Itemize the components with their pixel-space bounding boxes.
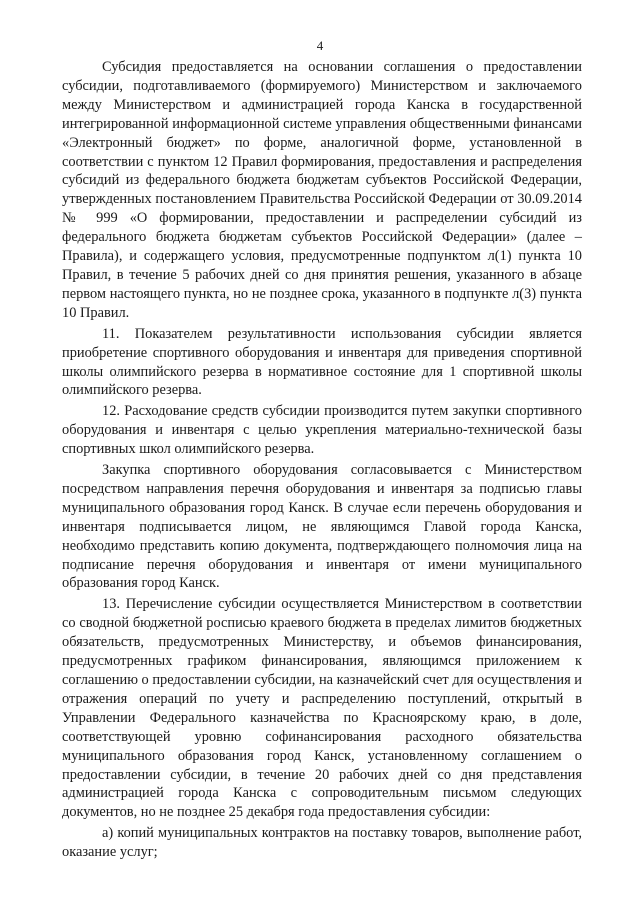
document-body [62, 58, 582, 862]
list-item-a: а) копий муниципальных контрактов на поставку товаров, выполнение работ, оказание услуг; [62, 825, 582, 861]
paragraph-subsidy-agreement: Субсидия предоставляется на основании соглашения о предоставлении субсидии, подготавливаемого (формируемого) Министерством и заключаемого между Министерством и администрацией города Канска в государственной интегрированной информационной системе управления общественными финансами «Электронный бюджет» по форме, аналогичной форме, установленной в соответствии с пунктом 12 Правил формирования, предоставления и распределения субсидий из федерального бюджета бюджетам субъектов Российской Федерации, утвержденных постановлением Правительства Российской Федерации от 30.09.2014 № 999 «О формировании, предоставлении и распределении субсидий из федерального бюджета бюджетам субъектов Российской Федерации» (далее – Правила), и содержащего условия, предусмотренные подпунктом л(1) пункта 10 Правил, в течение 5 рабочих дней со дня принятия решения, указанного в абзаце первом настоящего пункта, но не позднее срока, указанного в подпункте л(3) пункта 10 Правил. [62, 59, 582, 321]
page-number: 4 [316, 38, 324, 53]
paragraph-13: 13. Перечисление субсидии осуществляется Министерством в соответствии со сводной бюджетной росписью краевого бюджета в пределах лимитов бюджетных обязательств, предусмотренных Министерству, и объемов финансирования, предусмотренных графиком финансирования, являющимся приложением к соглашению о предоставлении субсидии, на казначейский счет для осуществления и отражения операций по учету и распределению поступлений, открытый в Управлении Федерального казначейства по Красноярскому краю, в доле, соответствующей уровню софинансирования расходного обязательства муниципального образования город Канск, установленному соглашением о предоставлении субсидии, в течение 20 рабочих дней со дня представления администрацией города Канска с сопроводительным письмом следующих документов, но не позднее 25 декабря года предоставления субсидии: [62, 596, 582, 821]
paragraph-equipment-approval: Закупка спортивного оборудования согласовывается с Министерством посредством направления перечня оборудования и инвентаря за подписью главы муниципального образования город Канск. В случае если перечень оборудования и инвентаря подписывается лицом, не являющимся Главой города Канска, необходимо представить копию документа, подтверждающего полномочия лица на подписание перечня оборудования и инвентаря от имени муниципального образования город Канск. [62, 462, 582, 592]
paragraph-11: 11. Показателем результативности использования субсидии является приобретение спортивного оборудования и инвентаря для приведения спортивной школы олимпийского резерва в нормативное состояние для 1 спортивной школы олимпийского резерва. [62, 325, 582, 399]
paragraph-12: 12. Расходование средств субсидии производится путем закупки спортивного оборудования и инвентаря с целью укрепления материально-технической базы спортивных школ олимпийского резерва. [62, 403, 582, 458]
